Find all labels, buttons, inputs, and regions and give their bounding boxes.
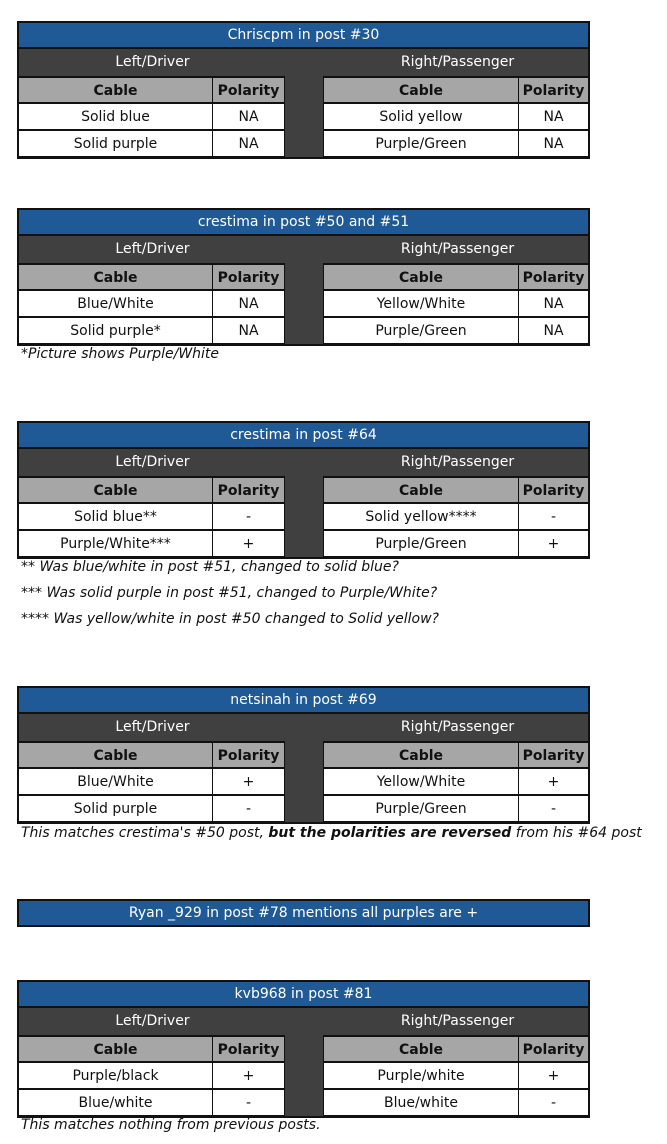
table-row <box>17 290 590 317</box>
cable-cell: Blue/white <box>323 1089 519 1116</box>
side-header-row <box>17 1008 590 1035</box>
column-header: Cable <box>323 476 519 503</box>
column-header: Polarity <box>212 476 285 503</box>
footnote: *Picture shows Purple/White <box>21 346 220 362</box>
table-body <box>17 236 590 346</box>
cable-cell: Blue/White <box>17 768 213 795</box>
table-row <box>17 103 590 130</box>
cable-table <box>17 899 590 927</box>
side-header-row <box>17 236 590 263</box>
right-passenger-label: Right/Passenger <box>400 454 515 470</box>
left-driver-label: Left/Driver <box>115 454 190 470</box>
polarity-cell: NA <box>212 317 285 344</box>
column-header: Cable <box>17 263 213 290</box>
polarity-cell: NA <box>212 130 285 157</box>
polarity-cell: NA <box>518 130 590 157</box>
footnote: **** Was yellow/white in post #50 changed to Solid yellow? <box>21 611 439 627</box>
cable-table <box>17 686 590 824</box>
polarity-cell: + <box>518 768 590 795</box>
table-row <box>17 768 590 795</box>
side-header-row <box>17 449 590 476</box>
table-row <box>17 317 590 344</box>
polarity-cell: - <box>212 503 285 530</box>
table-title: Chriscpm in post #30 <box>17 21 590 49</box>
divider <box>284 476 323 503</box>
divider <box>284 290 323 317</box>
cable-cell: Solid purple <box>17 795 213 822</box>
polarity-cell: + <box>518 530 590 557</box>
divider <box>284 768 323 795</box>
column-header: Polarity <box>212 76 285 103</box>
cable-cell: Yellow/White <box>323 290 519 317</box>
divider <box>284 1089 323 1116</box>
table-row <box>17 503 590 530</box>
divider <box>284 503 323 530</box>
table-title: crestima in post #64 <box>17 421 590 449</box>
column-header-row <box>17 76 590 103</box>
footnote: This matches nothing from previous posts. <box>21 1117 321 1133</box>
column-header: Cable <box>323 741 519 768</box>
cable-table <box>17 980 590 1118</box>
cable-cell: Blue/white <box>17 1089 213 1116</box>
polarity-cell: + <box>212 530 285 557</box>
column-header-row <box>17 263 590 290</box>
polarity-cell: NA <box>212 103 285 130</box>
right-passenger-label: Right/Passenger <box>400 241 515 257</box>
footnote: *** Was solid purple in post #51, changed to Purple/White? <box>21 585 438 601</box>
cable-cell: Purple/Green <box>323 317 519 344</box>
cable-cell: Purple/Green <box>323 130 519 157</box>
divider <box>284 263 323 290</box>
note-text: This matches crestima's #50 post, <box>21 825 269 841</box>
divider <box>284 317 323 344</box>
divider <box>284 795 323 822</box>
cable-table <box>17 208 590 346</box>
column-header: Polarity <box>212 263 285 290</box>
column-header: Cable <box>17 476 213 503</box>
cable-cell: Purple/Green <box>323 795 519 822</box>
divider <box>284 1062 323 1089</box>
divider <box>284 130 323 157</box>
column-header: Polarity <box>518 1035 590 1062</box>
right-passenger-label: Right/Passenger <box>400 719 515 735</box>
column-header: Cable <box>323 1035 519 1062</box>
polarity-cell: + <box>212 768 285 795</box>
cable-cell: Purple/White*** <box>17 530 213 557</box>
cable-cell: Yellow/White <box>323 768 519 795</box>
table-body <box>17 49 590 159</box>
table-row <box>17 530 590 557</box>
left-driver-label: Left/Driver <box>115 719 190 735</box>
cable-table <box>17 421 590 559</box>
left-driver-label: Left/Driver <box>115 54 190 70</box>
column-header-row <box>17 741 590 768</box>
cable-cell: Purple/black <box>17 1062 213 1089</box>
polarity-cell: NA <box>212 290 285 317</box>
table-body <box>17 714 590 824</box>
side-header-row <box>17 49 590 76</box>
polarity-cell: - <box>212 1089 285 1116</box>
left-driver-label: Left/Driver <box>115 241 190 257</box>
side-header-row <box>17 714 590 741</box>
divider <box>284 741 323 768</box>
column-header-row <box>17 1035 590 1062</box>
column-header: Cable <box>17 1035 213 1062</box>
footnote: ** Was blue/white in post #51, changed to solid blue? <box>21 559 399 575</box>
cable-cell: Purple/Green <box>323 530 519 557</box>
polarity-cell: NA <box>518 317 590 344</box>
note-text: from his #64 post <box>511 825 642 841</box>
table-row <box>17 130 590 157</box>
right-passenger-label: Right/Passenger <box>400 1013 515 1029</box>
cable-cell: Solid blue <box>17 103 213 130</box>
column-header: Polarity <box>518 76 590 103</box>
cable-table <box>17 21 590 159</box>
divider <box>284 1035 323 1062</box>
footnote <box>21 825 642 841</box>
column-header: Cable <box>17 76 213 103</box>
cable-cell: Solid purple* <box>17 317 213 344</box>
table-title: Ryan _929 in post #78 mentions all purples are + <box>17 899 590 927</box>
column-header: Polarity <box>518 476 590 503</box>
column-header: Polarity <box>518 741 590 768</box>
polarity-cell: - <box>212 795 285 822</box>
polarity-cell: - <box>518 1089 590 1116</box>
column-header: Polarity <box>212 1035 285 1062</box>
table-body <box>17 1008 590 1118</box>
cable-cell: Solid yellow**** <box>323 503 519 530</box>
polarity-cell: - <box>518 795 590 822</box>
table-row <box>17 795 590 822</box>
column-header: Polarity <box>212 741 285 768</box>
polarity-cell: + <box>518 1062 590 1089</box>
divider <box>284 103 323 130</box>
table-row <box>17 1089 590 1116</box>
table-body <box>17 449 590 559</box>
note-emphasis: but the polarities are reversed <box>268 825 512 841</box>
column-header: Cable <box>323 76 519 103</box>
polarity-cell: NA <box>518 290 590 317</box>
polarity-cell: NA <box>518 103 590 130</box>
table-title: crestima in post #50 and #51 <box>17 208 590 236</box>
column-header: Cable <box>323 263 519 290</box>
column-header-row <box>17 476 590 503</box>
polarity-cell: - <box>518 503 590 530</box>
cable-cell: Blue/White <box>17 290 213 317</box>
polarity-cell: + <box>212 1062 285 1089</box>
column-header: Cable <box>17 741 213 768</box>
right-passenger-label: Right/Passenger <box>400 54 515 70</box>
table-title: kvb968 in post #81 <box>17 980 590 1008</box>
cable-cell: Purple/white <box>323 1062 519 1089</box>
divider <box>284 76 323 103</box>
column-header: Polarity <box>518 263 590 290</box>
left-driver-label: Left/Driver <box>115 1013 190 1029</box>
cable-cell: Solid yellow <box>323 103 519 130</box>
table-title: netsinah in post #69 <box>17 686 590 714</box>
cable-cell: Solid purple <box>17 130 213 157</box>
cable-cell: Solid blue** <box>17 503 213 530</box>
divider <box>284 530 323 557</box>
table-row <box>17 1062 590 1089</box>
